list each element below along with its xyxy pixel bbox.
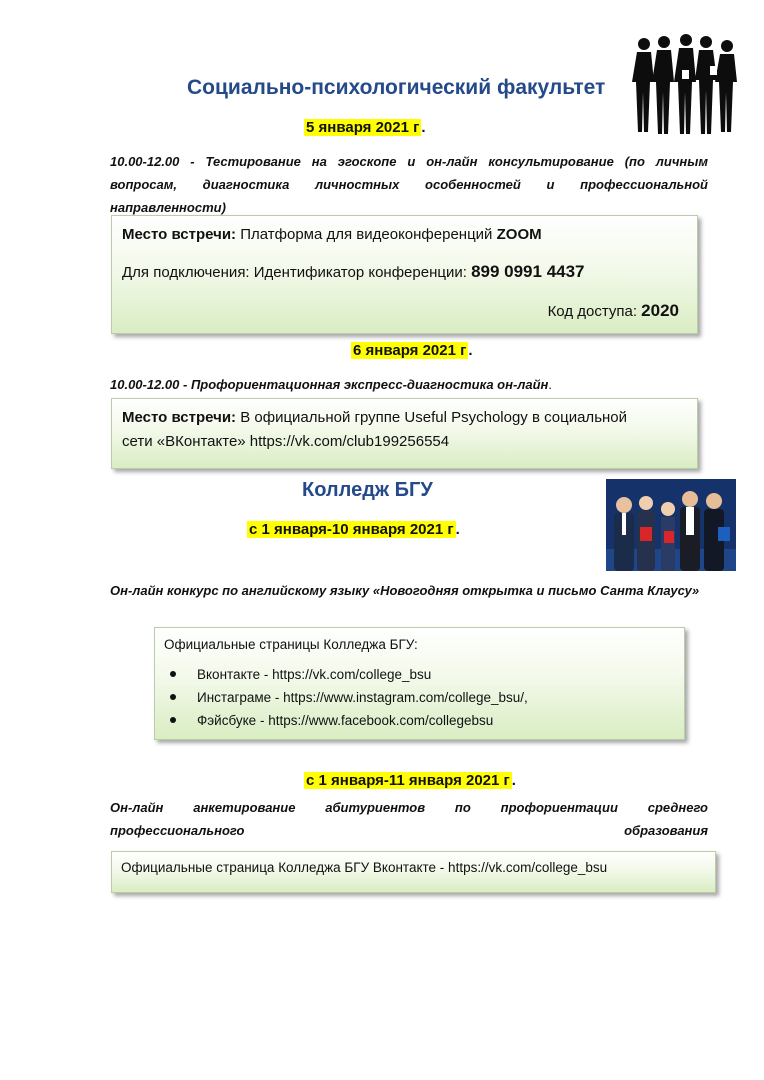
college-title: Колледж БГУ xyxy=(302,479,433,501)
access-code-label: Код доступа: xyxy=(547,303,642,320)
vk-group-text-2: сети «ВКонтакте» https://vk.com/club199256554 xyxy=(122,433,450,450)
faculty-event-2-text: Профориентационная экспресс-диагностика он-лайн xyxy=(190,377,549,392)
meeting-place-label: Место встречи: xyxy=(122,226,237,243)
college-event-2-text: Он-лайн анкетирование абитуриентов по профориентации среднего профессионального образования xyxy=(110,800,708,838)
college-survey-text: Официальные страница Колледжа БГУ Вконтакте - https://vk.com/college_bsu xyxy=(121,860,608,875)
college-survey-box xyxy=(111,851,716,893)
college-date-2-text: с 1 января-11 января 2021 г xyxy=(306,772,510,789)
faculty-event-1: 10.00-12.00 - Тестирование на эгоскопе и он-лайн консультирование (по личным вопросам, диагностика личностных особенностей и профессиональной направленности) xyxy=(110,154,708,215)
college-link-facebook[interactable]: Фэйсбуке - https://www.facebook.com/collegebsu xyxy=(155,709,675,732)
faculty-date-2: 6 января 2021 г . xyxy=(353,342,473,359)
students-photo xyxy=(606,479,736,571)
faculty-date-2-text: 6 января 2021 г xyxy=(353,342,467,359)
meeting-place-line xyxy=(122,226,542,243)
college-link-instagram[interactable]: Инстаграме - https://www.instagram.com/college_bsu/, xyxy=(155,686,675,709)
vk-group-text-1: В официальной группе Useful Psychology в социальной xyxy=(236,409,628,426)
connect-line xyxy=(122,262,585,282)
vk-group-place-label: Место встречи: xyxy=(122,409,237,426)
faculty-event-2: 10.00-12.00 - Профориентационная экспресс-диагностика он-лайн. xyxy=(110,377,553,392)
college-date-2: с 1 января-11 января 2021 г . xyxy=(306,772,516,789)
college-event-1: Он-лайн конкурс по английскому языку «Новогодняя открытка и письмо Санта Клаусу» xyxy=(110,583,700,598)
vk-group-line-1 xyxy=(122,409,627,426)
college-link-vk[interactable]: Вконтакте - https://vk.com/college_bsu xyxy=(155,663,675,686)
faculty-event-2-time: 10.00-12.00 - xyxy=(110,377,191,392)
faculty-title: Социально-психологический факультет xyxy=(187,76,606,99)
meeting-place-zoom: ZOOM xyxy=(496,226,542,243)
college-date-1-text: с 1 января-10 января 2021 г xyxy=(249,521,454,538)
business-people-silhouette-image xyxy=(630,32,745,136)
vk-group-line-2 xyxy=(122,433,449,450)
meeting-place-value: Платформа для видеоконференций xyxy=(236,226,497,243)
faculty-date-1-text: 5 января 2021 г xyxy=(306,119,420,136)
college-pages-heading: Официальные страницы Колледжа БГУ: xyxy=(164,637,418,652)
faculty-meeting-box-2 xyxy=(111,398,698,469)
college-event-2 xyxy=(110,796,708,842)
faculty-meeting-box-1 xyxy=(111,215,698,334)
faculty-date-1: 5 января 2021 г . xyxy=(306,119,426,136)
connect-label: Для подключения: Идентификатор конференции: xyxy=(122,264,472,281)
college-links-list xyxy=(155,663,675,732)
conference-id: 899 0991 4437 xyxy=(471,262,585,281)
college-date-1: с 1 января-10 января 2021 г . xyxy=(249,521,460,538)
access-code-line xyxy=(548,301,679,321)
access-code-value: 2020 xyxy=(641,301,679,320)
college-pages-box xyxy=(154,627,685,740)
